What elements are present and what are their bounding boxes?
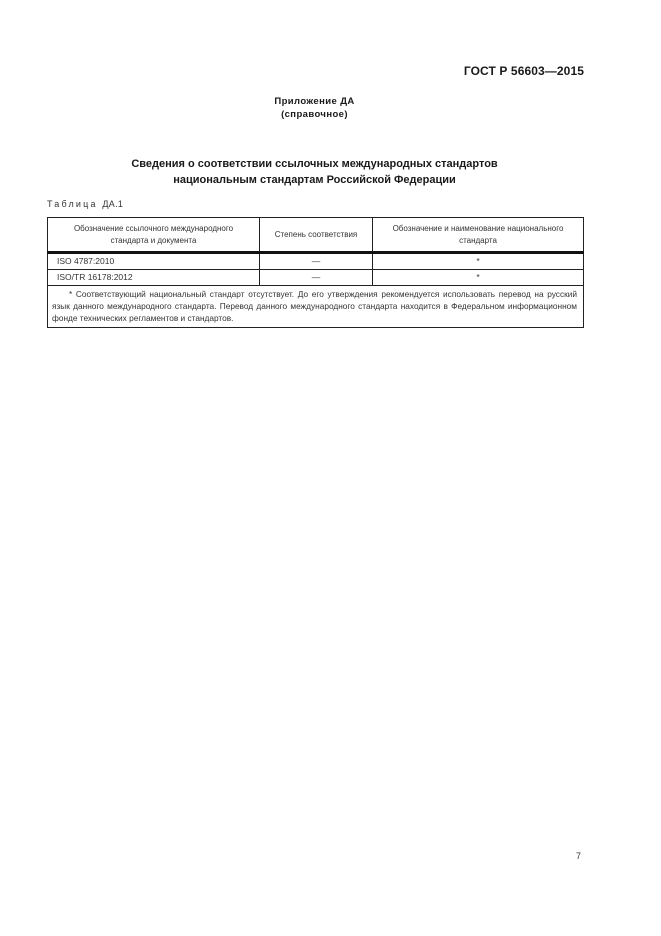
column-header-reference: Обозначение ссылочного международного стандарта и документа — [48, 218, 260, 253]
column-header-degree: Степень соответствия — [260, 218, 373, 253]
cell-national: * — [373, 253, 584, 270]
table-footnote-row — [48, 286, 584, 328]
table-caption-word: Таблица — [47, 199, 98, 209]
cell-reference: ISO 4787:2010 — [48, 253, 260, 270]
table-row — [48, 270, 584, 286]
section-title-line-2: национальным стандартам Российской Федерации — [173, 174, 456, 186]
table-caption-number: ДА.1 — [102, 199, 124, 209]
document-code: ГОСТ Р 56603—2015 — [463, 64, 584, 78]
cell-degree: — — [260, 253, 373, 270]
cell-reference: ISO/TR 16178:2012 — [48, 270, 260, 286]
table-caption — [47, 199, 123, 209]
appendix-title: Приложение ДА — [274, 96, 355, 107]
cell-degree: — — [260, 270, 373, 286]
table-footnote-text: * Соответствующий национальный стандарт отсутствует. До его утверждения рекомендуется использовать перевод на русский язык данного международного стандарта. Перевод данного международного стандарта находится в Федеральном информационном фонде технических регламентов и стандартов. — [52, 289, 577, 323]
correspondence-table — [47, 217, 584, 328]
section-title — [0, 156, 629, 188]
column-header-national: Обозначение и наименование национального стандарта — [373, 218, 584, 253]
cell-national: * — [373, 270, 584, 286]
table-row — [48, 253, 584, 270]
table-header-row — [48, 218, 584, 253]
appendix-subtitle: (справочное) — [281, 109, 348, 120]
page-number: 7 — [576, 851, 582, 861]
appendix-heading — [0, 95, 629, 121]
table-footnote — [48, 286, 584, 328]
section-title-line-1: Сведения о соответствии ссылочных международных стандартов — [131, 158, 498, 170]
